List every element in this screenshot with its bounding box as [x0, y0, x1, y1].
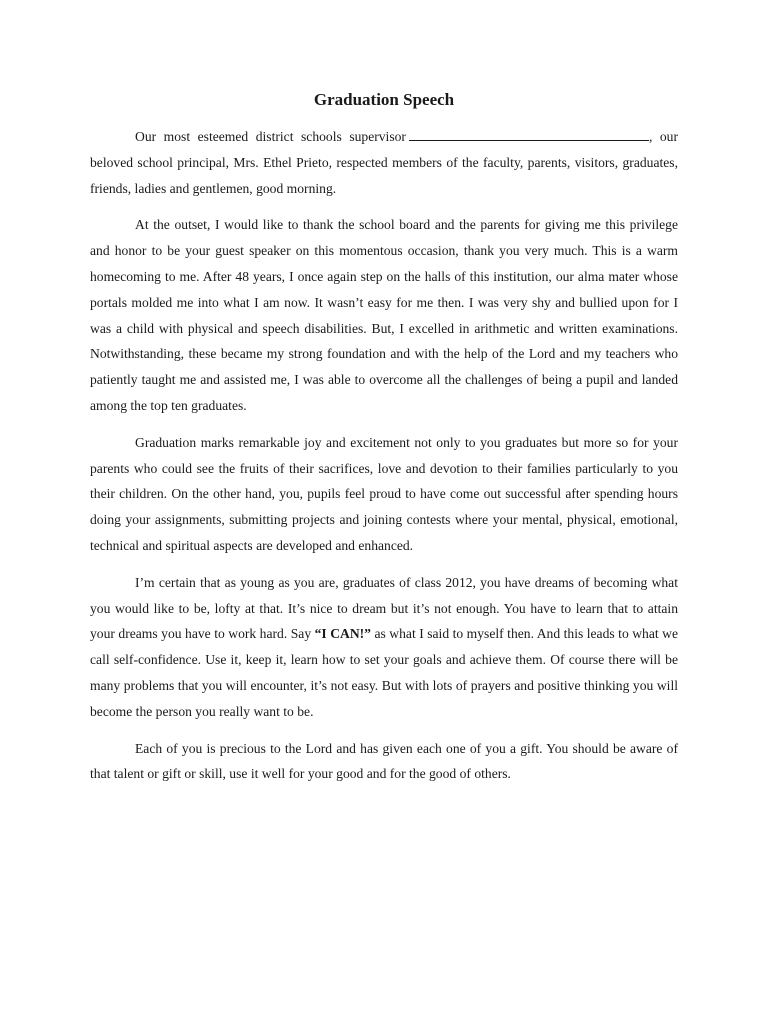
greeting-text-start: Our most esteemed district schools supervisor — [135, 129, 406, 144]
dreams-text-start: I’m certain that as young as you are, graduates of class 2012, you have dreams of becoming what you would like to be, lofty at that. It’s nice to dream but it’s not enough. You have to learn that to attain your dreams you have to work hard. Say — [90, 574, 678, 642]
greeting-text-end: , our beloved school principal, Mrs. Ethel Prieto, respected members of the faculty, parents, visitors, graduates, friends, ladies and gentlemen, good morning. — [90, 129, 678, 196]
blank-fill-line — [409, 128, 649, 141]
i-can-emphasis: “I CAN!” — [314, 626, 371, 642]
paragraph-thanks: At the outset, I would like to thank the school board and the parents for giving me this privilege and honor to be your guest speaker on this momentous occasion, thank you very much. This is a warm homecoming to me. After 48 years, I once again step on the halls of this institution, our alma mater whose portals molded me into what I am now. It wasn’t easy for me then. I was very shy and bullied upon for I was a child with physical and speech disabilities. But, I excelled in arithmetic and written examinations. Notwithstanding, these became my strong foundation and with the help of the Lord and my teachers who patiently taught me and assisted me, I was able to overcome all the challenges of being a pupil and landed among the top ten graduates. — [90, 217, 678, 413]
paragraph-greeting — [90, 124, 678, 201]
document-title: Graduation Speech — [313, 90, 455, 109]
paragraph-gift: Each of you is precious to the Lord and has given each one of you a gift. You should be aware of that talent or gift or skill, use it well for your good and for the good of others. — [90, 740, 678, 782]
dreams-text-end: as what I said to myself then. And this leads to what we call self-confidence. Use it, keep it, learn how to set your goals and achieve them. Of course there will be many problems that you will encounter, it’s not easy. But with lots of prayers and positive thinking you will become the person you really want to be. — [90, 626, 678, 719]
paragraph-graduation: Graduation marks remarkable joy and excitement not only to you graduates but more so for your parents who could see the fruits of their sacrifices, love and devotion to their families particularly to you their children. On the other hand, you, pupils feel proud to have come out successful after spending hours doing your assignments, submitting projects and joining contests where your mental, physical, emotional, technical and spiritual aspects are developed and enhanced. — [90, 434, 678, 553]
paragraph-dreams — [90, 570, 678, 725]
